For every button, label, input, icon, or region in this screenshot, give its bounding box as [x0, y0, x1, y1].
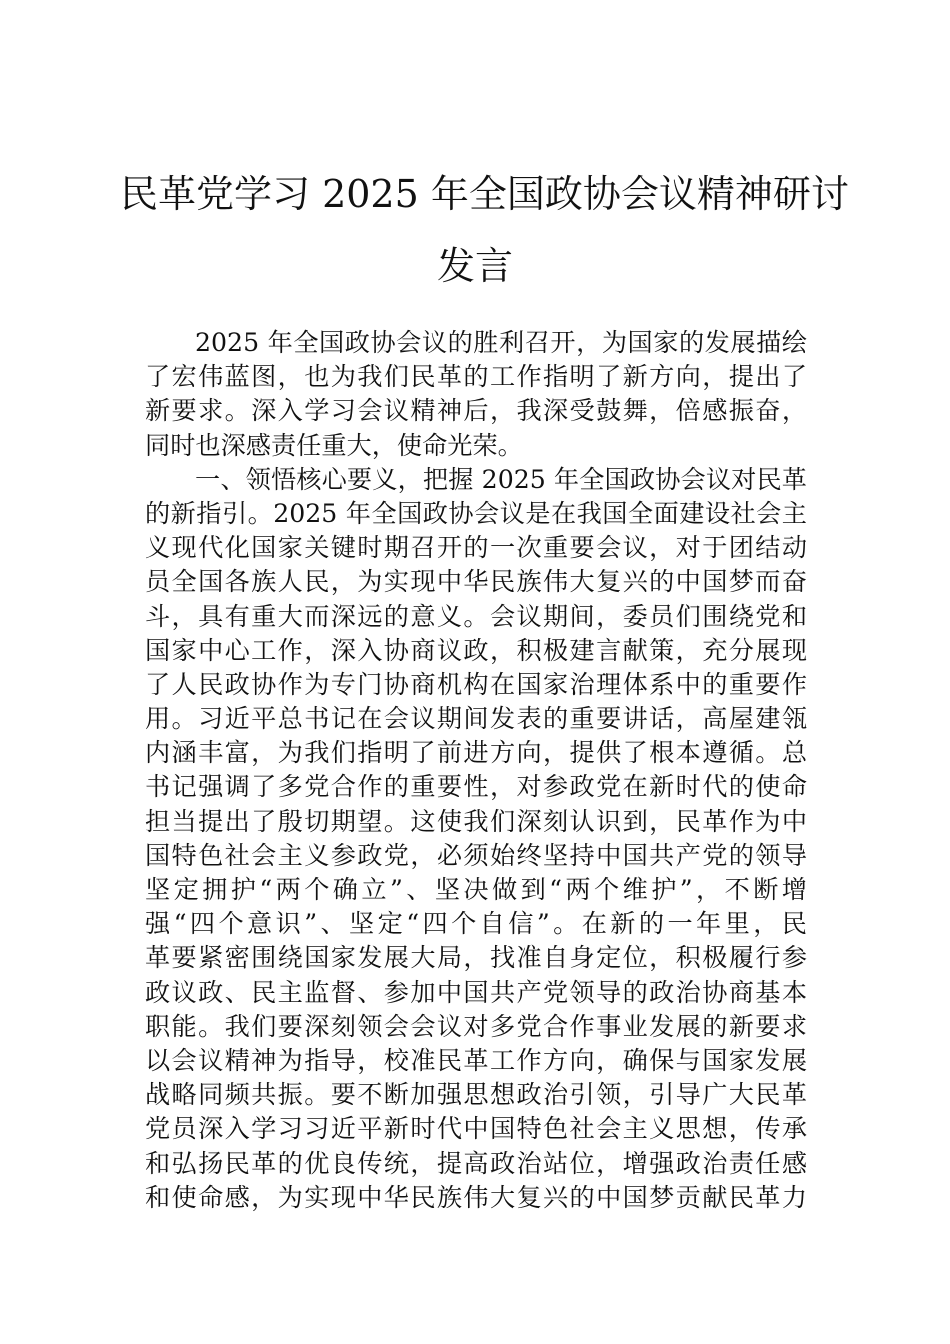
paragraph-2-line: 和弘扬民革的优良传统，提高政治站位，增强政治责任感 [145, 1148, 807, 1178]
paragraph-2-line: 强“四个意识”、坚定“四个自信”。在新的一年里，民 [145, 909, 807, 939]
paragraph-2-line: 书记强调了多党合作的重要性，对参政党在新时代的使命 [145, 772, 807, 802]
paragraph-2-line: 一、领悟核心要义，把握 2025 年全国政协会议对民革 [195, 464, 807, 494]
title-line-1: 民革党学习 2025 年全国政协会议精神研讨 [120, 172, 849, 216]
paragraph-1-line: 2025 年全国政协会议的胜利召开，为国家的发展描绘 [195, 328, 807, 357]
paragraph-2-line: 坚定拥护“两个确立”、坚决做到“两个维护”，不断增 [145, 875, 807, 904]
paragraph-2-line: 战略同频共振。要不断加强思想政治引领，引导广大民革 [145, 1080, 807, 1110]
title-line-2: 发言 [436, 244, 513, 288]
document-body [145, 326, 807, 1215]
paragraph-2-line: 党员深入学习习近平新时代中国特色社会主义思想，传承 [145, 1114, 807, 1144]
document-title [120, 158, 849, 302]
paragraph-2-line: 职能。我们要深刻领会会议对多党合作事业发展的新要求 [145, 1011, 807, 1041]
paragraph-2-line: 国特色社会主义参政党，必须始终坚持中国共产党的领导 [145, 840, 807, 870]
paragraph-2-line: 以会议精神为指导，校准民革工作方向，确保与国家发展 [145, 1045, 807, 1075]
paragraph-2-line: 国家中心工作，深入协商议政，积极建言献策，充分展现 [145, 635, 807, 665]
paragraph-2-line: 内涵丰富，为我们指明了前进方向，提供了根本遵循。总 [145, 738, 807, 768]
paragraph-2-line: 和使命感，为实现中华民族伟大复兴的中国梦贡献民革力 [145, 1182, 807, 1212]
paragraph-1-line: 新要求。深入学习会议精神后，我深受鼓舞，倍感振奋， [145, 396, 807, 426]
paragraph-2-line: 了人民政协作为专门协商机构在国家治理体系中的重要作 [145, 669, 807, 699]
paragraph-2-line: 政议政、民主监督、参加中国共产党领导的政治协商基本 [145, 977, 807, 1007]
paragraph-1-line: 了宏伟蓝图，也为我们民革的工作指明了新方向，提出了 [145, 362, 807, 392]
paragraph-2-line: 斗，具有重大而深远的意义。会议期间，委员们围绕党和 [145, 601, 807, 631]
paragraph-2-line: 的新指引。2025 年全国政协会议是在我国全面建设社会主 [145, 498, 807, 528]
paragraph-2-line: 员全国各族人民，为实现中华民族伟大复兴的中国梦而奋 [145, 567, 807, 597]
paragraph-2-line: 用。习近平总书记在会议期间发表的重要讲话，高屋建瓴 [145, 704, 807, 734]
paragraph-1-line: 同时也深感责任重大，使命光荣。 [145, 430, 523, 460]
paragraph-2-line: 革要紧密围绕国家发展大局，找准自身定位，积极履行参 [145, 943, 807, 973]
paragraph-2-line: 担当提出了殷切期望。这使我们深刻认识到，民革作为中 [145, 806, 807, 836]
paragraph-2-line: 义现代化国家关键时期召开的一次重要会议，对于团结动 [145, 533, 807, 563]
